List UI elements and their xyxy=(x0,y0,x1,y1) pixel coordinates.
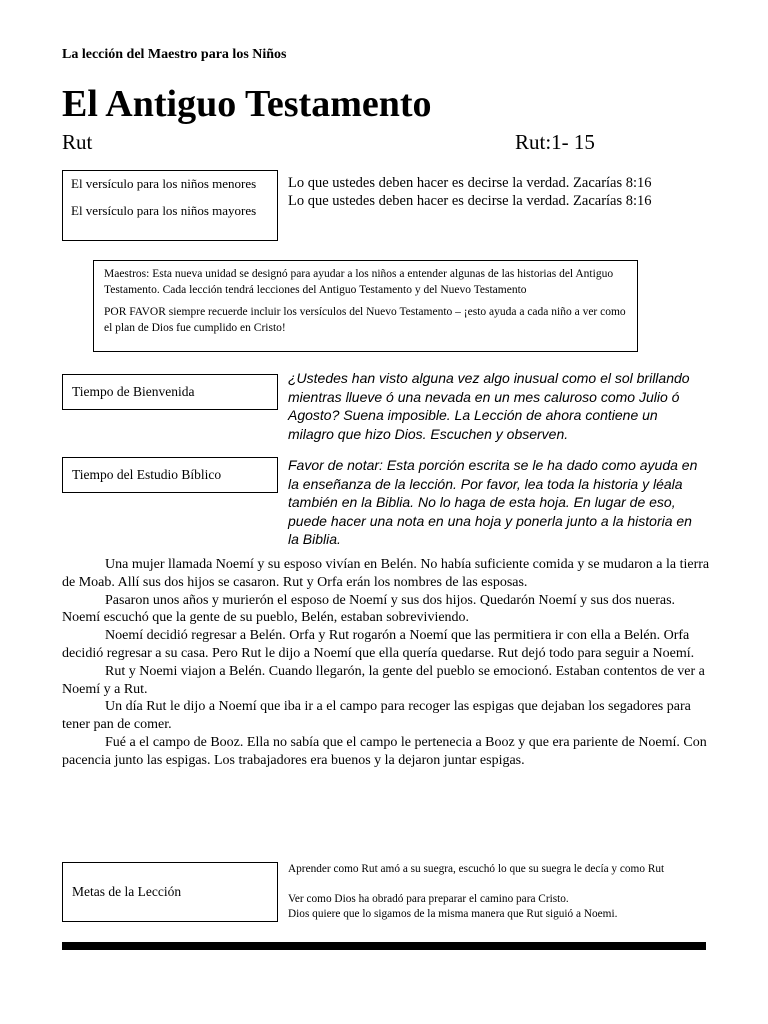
story-paragraph: Un día Rut le dijo a Noemí que iba ir a el campo para recoger las espigas que dejaban los segadores para tener pan de comer. xyxy=(62,699,691,733)
page-title: El Antiguo Testamento xyxy=(62,83,432,125)
older-verse-text: Lo que ustedes deben hacer es decirse la verdad. Zacarías 8:16 xyxy=(288,193,652,209)
footer-rule xyxy=(62,942,706,950)
story-paragraph: Rut y Noemi viajon a Belén. Cuando llegarón, la gente del pueblo se emocionó. Estaban contentos de ver a Noemí y a Rut. xyxy=(62,663,705,697)
lesson-goals-label: Metas de la Lección xyxy=(62,862,278,922)
lesson-name: Rut xyxy=(62,130,93,154)
memory-verse-texts xyxy=(288,174,652,210)
teacher-note-paragraph: POR FAVOR siempre recuerde incluir los versículos del Nuevo Testamento – ¡esto ayuda a cada niño a ver como el plan de Dios fue cumplido en Cristo! xyxy=(104,306,626,334)
series-header-label: La lección del Maestro para los Niños xyxy=(62,47,287,62)
memory-verse-labels-box xyxy=(62,170,278,241)
story-paragraph: Noemí decidió regresar a Belén. Orfa y Rut rogarón a Noemí que las permitiera ir con ella a Belén. Orfa decidió regresar a su casa. Pero Rut le dijo a Noemí que ella quería quedarse. Rut dejó todo para seguir a Noemí. xyxy=(62,628,695,661)
older-verse-label: El versículo para los niños mayores xyxy=(71,203,257,219)
scripture-reference: Rut:1- 15 xyxy=(515,130,595,154)
bible-study-label: Tiempo del Estudio Bíblico xyxy=(62,457,278,493)
goal-line: Dios quiere que lo sigamos de la misma manera que Rut siguió a Noemi. xyxy=(288,908,618,920)
story-text xyxy=(62,556,712,770)
teacher-note-box xyxy=(93,260,638,352)
welcome-time-label: Tiempo de Bienvenida xyxy=(62,374,278,410)
story-paragraph: Fué a el campo de Booz. Ella no sabía que el campo le pertenecia a Booz y que era pariente de Noemí. Con pacencia junto las espigas. Los trabajadores era buenos y la dejaron juntar espigas. xyxy=(62,734,707,768)
goal-line: Ver como Dios ha obradó para preparar el camino para Cristo. xyxy=(288,893,569,905)
teacher-note-paragraph: Maestros: Esta nueva unidad se designó para ayudar a los niños a entender algunas de las historias del Antiguo Testamento. Cada lección tendrá lecciones del Antiguo Testamento y del Nuevo Testamento xyxy=(104,268,614,296)
younger-verse-text: Lo que ustedes deben hacer es decirse la verdad. Zacarías 8:16 xyxy=(288,175,652,191)
story-paragraph: Pasaron unos años y murierón el esposo de Noemí y sus dos hijos. Quedarón Noemí y sus dos nueras. Noemí escuchó que la gente de su pueblo, Belén, estaban sobreviviendo. xyxy=(62,592,676,626)
bible-study-text: Favor de notar: Esta porción escrita se le ha dado como ayuda en la enseñanza de la lección. Por favor, lea toda la historia y léala también en la Biblia. No lo haga de esta hoja. En lugar de eso, puede hacer una nota en una hoja y ponerla junto a la historia en la Biblia. xyxy=(288,457,698,547)
younger-verse-label: El versículo para los niños menores xyxy=(71,176,257,191)
goal-line: Aprender como Rut amó a su suegra, escuchó lo que su suegra le decía y como Rut xyxy=(288,863,665,875)
lesson-goals-text xyxy=(288,862,718,922)
story-paragraph: Una mujer llamada Noemí y su esposo vivían en Belén. No había suficiente comida y se mudaron a la tierra de Moab. Allí sus dos hijos se casaron. Rut y Orfa erán los nombres de las esposas. xyxy=(62,557,710,590)
welcome-time-text: ¿Ustedes han visto alguna vez algo inusual como el sol brillando mientras llueve ó una nevada en un mes caluroso como Julio ó Agosto? Suena imposible. La Lección de ahora contiene un milagro que hizo Dios. Escuchen y observen. xyxy=(288,370,690,442)
